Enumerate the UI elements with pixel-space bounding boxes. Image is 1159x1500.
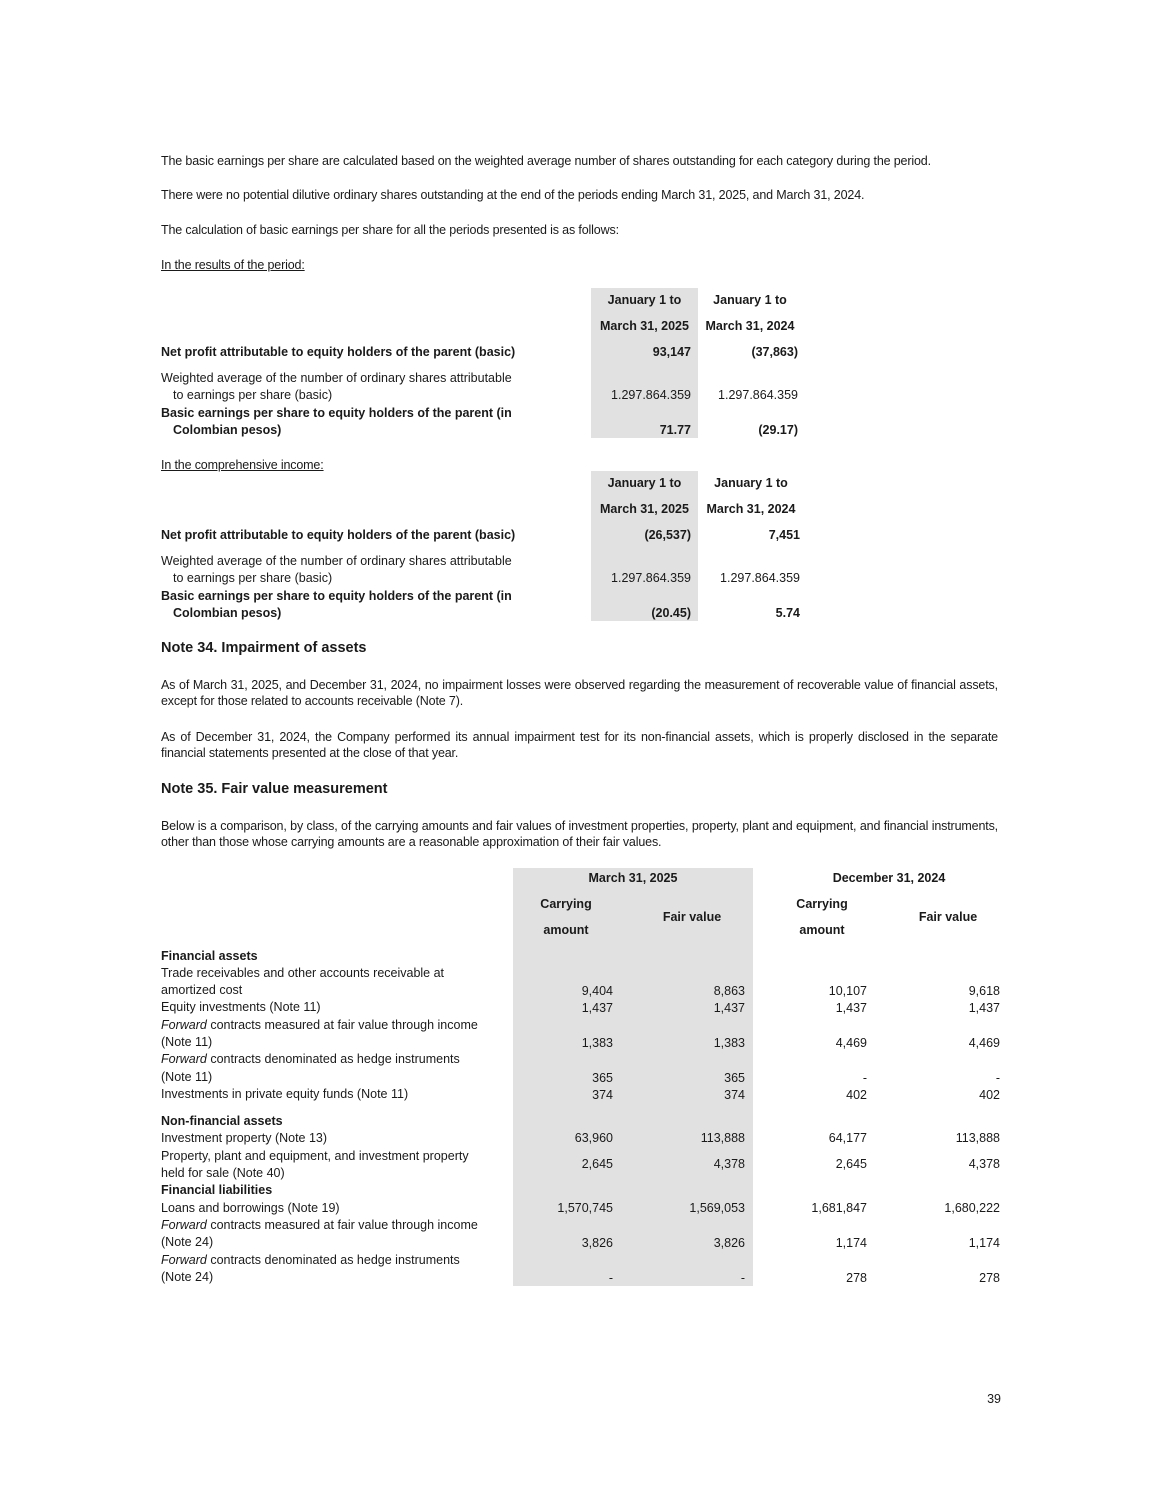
eps-results-row2-value-2024: 1.297.864.359 bbox=[718, 388, 798, 402]
fv-2024-carrying-header-line2: amount bbox=[799, 923, 845, 937]
fv-row2-label: Equity investments (Note 11) bbox=[161, 1000, 321, 1014]
fv-row7-label-line1: Property, plant and equipment, and investment property bbox=[161, 1149, 469, 1163]
fv-row7-label-line2: held for sale (Note 40) bbox=[161, 1166, 285, 1180]
fv-row4-fair-2024: - bbox=[995, 1071, 1000, 1085]
eps-results-row3-label-line2: Colombian pesos) bbox=[173, 423, 282, 437]
fv-row3-label-line1 bbox=[161, 1017, 491, 1034]
fv-row3-fair-2024: 4,469 bbox=[968, 1036, 1000, 1050]
fv-row1-label-line2: amortized cost bbox=[161, 983, 243, 997]
fv-row8-fair-2025: 1,569,053 bbox=[689, 1201, 745, 1215]
fv-row1-label-line1: Trade receivables and other accounts receivable at bbox=[161, 966, 445, 980]
eps-results-row1-label: Net profit attributable to equity holders of the parent (basic) bbox=[161, 345, 516, 359]
fv-row3-carrying-2024: 4,469 bbox=[835, 1036, 867, 1050]
eps-comprehensive-heading: In the comprehensive income: bbox=[161, 458, 324, 472]
note34-title: Note 34. Impairment of assets bbox=[161, 640, 367, 656]
eps-comprehensive-col2-header-line1: January 1 to bbox=[714, 476, 788, 490]
fv-row4-carrying-2025: 365 bbox=[592, 1071, 613, 1085]
fv-row8-carrying-2025: 1,570,745 bbox=[557, 1201, 613, 1215]
eps-comprehensive-shaded-column bbox=[591, 471, 698, 621]
fv-row2-carrying-2024: 1,437 bbox=[835, 1001, 867, 1015]
fv-row1-fair-2024: 9,618 bbox=[968, 984, 1000, 998]
eps-results-col1-header-line2: March 31, 2025 bbox=[600, 319, 689, 333]
fv-row7-fair-2025: 4,378 bbox=[713, 1157, 745, 1171]
eps-results-col2-header-line2: March 31, 2024 bbox=[705, 319, 795, 333]
fv-section-financial-liabilities: Financial liabilities bbox=[161, 1183, 273, 1197]
fv-row1-carrying-2025: 9,404 bbox=[581, 984, 613, 998]
fv-row7-fair-2024: 4,378 bbox=[968, 1157, 1000, 1171]
fv-row1-fair-2025: 8,863 bbox=[713, 984, 745, 998]
fv-row5-label: Investments in private equity funds (Note 11) bbox=[161, 1087, 409, 1101]
note34-paragraph-1: As of March 31, 2025, and December 31, 2024, no impairment losses were observed regarding the measurement of recoverable value of financial assets, except for those related to accounts receivable (Note 7). bbox=[161, 678, 998, 708]
document-page bbox=[161, 0, 1001, 1500]
eps-results-row2-value-2025: 1.297.864.359 bbox=[611, 388, 691, 402]
fv-row6-fair-2025: 113,888 bbox=[700, 1131, 745, 1145]
eps-results-row1-value-2024: (37,863) bbox=[751, 345, 798, 359]
fv-row5-carrying-2025: 374 bbox=[592, 1088, 613, 1102]
note34-paragraph-2: As of December 31, 2024, the Company performed its annual impairment test for its non-financial assets, which is properly disclosed in the separate financial statements presented at the close of that year. bbox=[161, 730, 998, 760]
intro-paragraph-2: There were no potential dilutive ordinary shares outstanding at the end of the periods ending March 31, 2025, and March 31, 2024. bbox=[161, 188, 865, 202]
fv-row2-fair-2025: 1,437 bbox=[713, 1001, 745, 1015]
intro-paragraph-3: The calculation of basic earnings per share for all the periods presented is as follows: bbox=[161, 223, 619, 237]
fv-2024-carrying-header-line1: Carrying bbox=[796, 897, 848, 911]
fv-row5-fair-2024: 402 bbox=[979, 1088, 1000, 1102]
fv-row2-fair-2024: 1,437 bbox=[968, 1001, 1000, 1015]
fv-row6-carrying-2025: 63,960 bbox=[574, 1131, 613, 1145]
fv-row4-carrying-2024: - bbox=[862, 1071, 867, 1085]
note35-title: Note 35. Fair value measurement bbox=[161, 781, 388, 797]
eps-results-heading: In the results of the period: bbox=[161, 258, 305, 272]
fv-row6-label: Investment property (Note 13) bbox=[161, 1131, 328, 1145]
eps-comprehensive-row2-label-line1: Weighted average of the number of ordinary shares attributable bbox=[161, 554, 512, 568]
fv-row6-fair-2024: 113,888 bbox=[955, 1131, 1000, 1145]
eps-comprehensive-row2-value-2024: 1.297.864.359 bbox=[720, 571, 800, 585]
fv-row10-label-rest: contracts denominated as hedge instruments bbox=[206, 1253, 460, 1267]
eps-comprehensive-row3-label-line1: Basic earnings per share to equity holders of the parent (in bbox=[161, 589, 512, 603]
fv-row10-fair-2025: - bbox=[740, 1271, 745, 1285]
eps-results-row2-label-line1: Weighted average of the number of ordinary shares attributable bbox=[161, 371, 512, 385]
fv-row9-label-line1 bbox=[161, 1217, 491, 1234]
fv-row4-fair-2025: 365 bbox=[724, 1071, 745, 1085]
fv-row2-carrying-2025: 1,437 bbox=[581, 1001, 613, 1015]
fv-row9-label-line2: (Note 24) bbox=[161, 1235, 214, 1249]
eps-results-col1-header-line1: January 1 to bbox=[607, 293, 682, 307]
eps-results-row1-value-2025: 93,147 bbox=[652, 345, 691, 359]
fv-row9-fair-2024: 1,174 bbox=[968, 1236, 1000, 1250]
fv-row8-carrying-2024: 1,681,847 bbox=[811, 1201, 867, 1215]
fv-row3-label-rest: contracts measured at fair value through income bbox=[206, 1018, 478, 1032]
fv-row4-label-line1 bbox=[161, 1051, 491, 1068]
eps-comprehensive-col1-header-line2: March 31, 2025 bbox=[600, 502, 689, 516]
fv-2024-fair-value-header: Fair value bbox=[918, 910, 978, 924]
fv-row9-carrying-2025: 3,826 bbox=[581, 1236, 613, 1250]
fv-row10-label-line2: (Note 24) bbox=[161, 1270, 214, 1284]
fv-row9-carrying-2024: 1,174 bbox=[835, 1236, 867, 1250]
fv-row8-label: Loans and borrowings (Note 19) bbox=[161, 1201, 340, 1215]
fv-row4-label-rest: contracts denominated as hedge instruments bbox=[206, 1052, 460, 1066]
fv-row8-fair-2024: 1,680,222 bbox=[944, 1201, 1000, 1215]
fv-row5-carrying-2024: 402 bbox=[846, 1088, 867, 1102]
eps-results-row2-label-line2: to earnings per share (basic) bbox=[173, 388, 333, 402]
note35-paragraph-1: Below is a comparison, by class, of the carrying amounts and fair values of investment properties, property, plant and equipment, and financial instruments, other than those whose carrying amounts are a reasonable approximation of their fair values. bbox=[161, 819, 998, 849]
eps-comprehensive-row3-value-2024: 5.74 bbox=[775, 606, 800, 620]
eps-results-shaded-column bbox=[591, 288, 698, 438]
fv-row10-label-line1 bbox=[161, 1252, 491, 1269]
fv-row7-carrying-2025: 2,645 bbox=[581, 1157, 613, 1171]
eps-comprehensive-col2-header-line2: March 31, 2024 bbox=[706, 502, 796, 516]
fv-row3-label-line2: (Note 11) bbox=[161, 1035, 213, 1049]
eps-results-row3-value-2024: (29.17) bbox=[758, 423, 798, 437]
fv-2025-carrying-header-line1: Carrying bbox=[540, 897, 592, 911]
fv-row7-carrying-2024: 2,645 bbox=[835, 1157, 867, 1171]
fv-section-non-financial-assets: Non-financial assets bbox=[161, 1114, 283, 1128]
fv-row10-fair-2024: 278 bbox=[979, 1271, 1000, 1285]
eps-comprehensive-row1-label: Net profit attributable to equity holders of the parent (basic) bbox=[161, 528, 516, 542]
fair-value-period-2025: March 31, 2025 bbox=[588, 871, 678, 885]
eps-results-row3-value-2025: 71.77 bbox=[659, 423, 691, 437]
eps-results-col2-header-line1: January 1 to bbox=[713, 293, 787, 307]
eps-comprehensive-row2-value-2025: 1.297.864.359 bbox=[611, 571, 691, 585]
fv-2025-carrying-header-line2: amount bbox=[543, 923, 589, 937]
fv-row9-fair-2025: 3,826 bbox=[713, 1236, 745, 1250]
fv-row10-forward-word: Forward bbox=[161, 1253, 207, 1267]
fv-row3-carrying-2025: 1,383 bbox=[581, 1036, 613, 1050]
eps-comprehensive-row1-value-2024: 7,451 bbox=[768, 528, 800, 542]
fv-row6-carrying-2024: 64,177 bbox=[828, 1131, 867, 1145]
eps-comprehensive-row1-value-2025: (26,537) bbox=[644, 528, 691, 542]
intro-paragraph-1: The basic earnings per share are calculated based on the weighted average number of shares outstanding for each category during the period. bbox=[161, 154, 931, 168]
fv-row4-forward-word: Forward bbox=[161, 1052, 207, 1066]
eps-comprehensive-row2-label-line2: to earnings per share (basic) bbox=[173, 571, 333, 585]
fv-section-financial-assets: Financial assets bbox=[161, 949, 258, 963]
fv-row4-label-line2: (Note 11) bbox=[161, 1070, 213, 1084]
fv-row3-forward-word: Forward bbox=[161, 1018, 207, 1032]
eps-comprehensive-row3-label-line2: Colombian pesos) bbox=[173, 606, 282, 620]
page-number: 39 bbox=[987, 1392, 1001, 1406]
fv-row9-label-rest: contracts measured at fair value through income bbox=[206, 1218, 478, 1232]
fv-row5-fair-2025: 374 bbox=[724, 1088, 745, 1102]
fv-row1-carrying-2024: 10,107 bbox=[828, 984, 867, 998]
eps-comprehensive-row3-value-2025: (20.45) bbox=[651, 606, 691, 620]
eps-comprehensive-col1-header-line1: January 1 to bbox=[607, 476, 682, 490]
eps-results-row3-label-line1: Basic earnings per share to equity holders of the parent (in bbox=[161, 406, 512, 420]
fv-row3-fair-2025: 1,383 bbox=[713, 1036, 745, 1050]
fv-row10-carrying-2025: - bbox=[608, 1271, 613, 1285]
fv-2025-fair-value-header: Fair value bbox=[662, 910, 722, 924]
fv-row10-carrying-2024: 278 bbox=[846, 1271, 867, 1285]
fair-value-period-2024: December 31, 2024 bbox=[832, 871, 946, 885]
fv-row9-forward-word: Forward bbox=[161, 1218, 207, 1232]
